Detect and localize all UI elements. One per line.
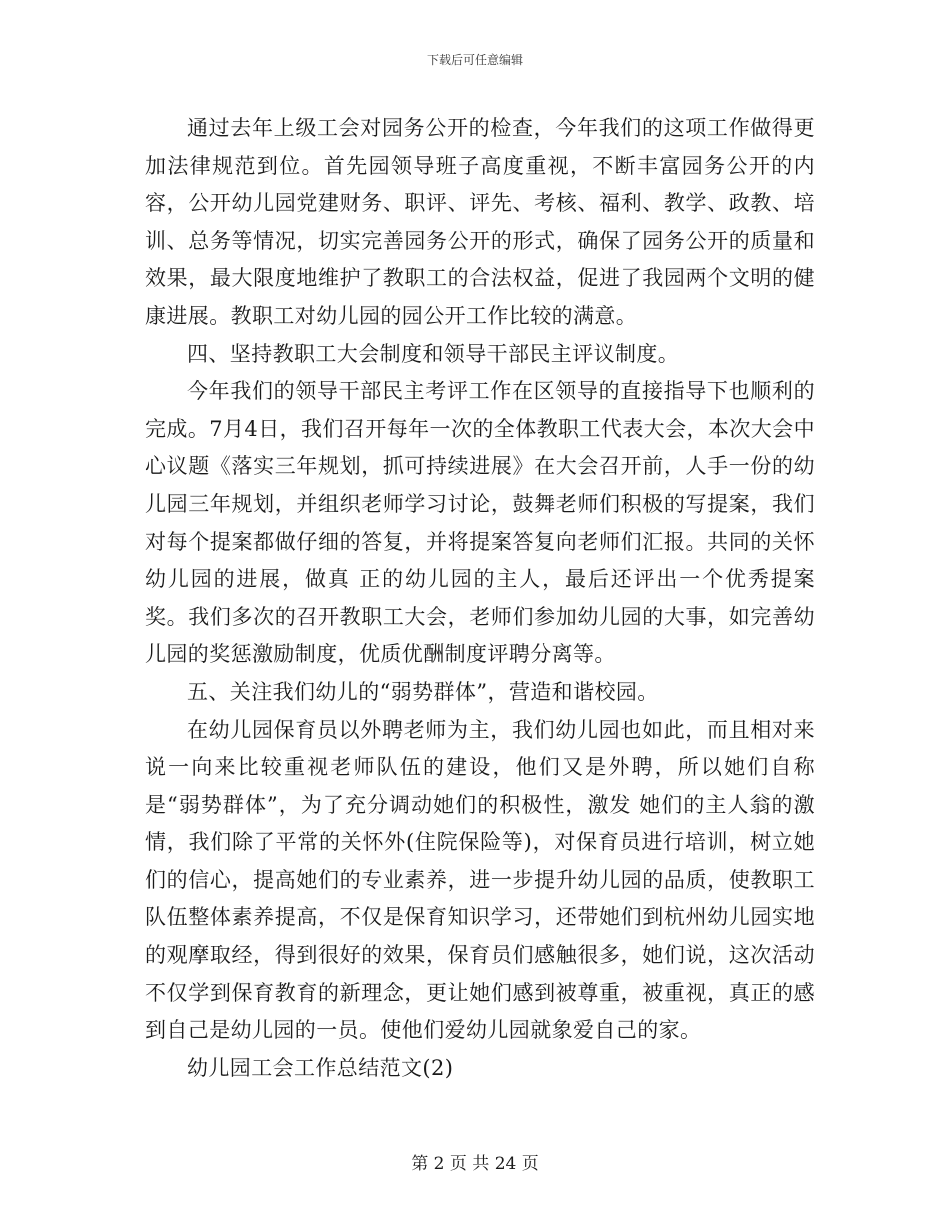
next-article-title: 幼儿园工会工作总结范文(2) (187, 1055, 454, 1080)
paragraph-staff-congress: 今年我们的领导干部民主考评工作在区领导的直接指导下也顺利的完成。7月4日，我们召开每年一次的全体教职工代表大会，本次大会中心议题《落实三年规划，抓可持续进展》在大会召开前，人手一份的幼儿园三年规划，并组织老师学习讨论，鼓舞老师们积极的写提案，我们对每个提案都做仔细的答复，并将提案答复向老师们汇报。共同的关怀幼儿园的进展，做真 正的幼儿园的主人，最后还评出一个优秀提案奖。我们多次的召开教职工大会，老师们参加幼儿园的大事，如完善幼儿园的奖惩激励制度，优质优酬制度评聘分离等。 (145, 379, 815, 667)
section-heading-five: 五、关注我们幼儿的“弱势群体”，营造和谐校园。 (187, 679, 659, 704)
paragraph-open-affairs: 通过去年上级工会对园务公开的检查，今年我们的这项工作做得更加法律规范到位。首先园领导班子高度重视，不断丰富园务公开的内容，公开幼儿园党建财务、职评、评先、考核、福利、教学、政教、培训、总务等情况，切实完善园务公开的形式，确保了园务公开的质量和效果，最大限度地维护了教职工的合法权益，促进了我园两个文明的健康进展。教职工对幼儿园的园公开工作比较的满意。 (145, 116, 815, 328)
page-number-footer: 第 2 页 共 24 页 (411, 1154, 539, 1174)
download-editable-note: 下载后可任意编辑 (426, 53, 523, 67)
section-heading-four: 四、坚持教职工大会制度和领导干部民主评议制度。 (187, 341, 680, 366)
document-body (145, 110, 815, 1087)
paragraph-care-workers: 在幼儿园保育员以外聘老师为主，我们幼儿园也如此，而且相对来说一向来比较重视老师队伍的建设，他们又是外聘，所以她们自称是“弱势群体”，为了充分调动她们的积极性，激发 她们的主人翁的激情，我们除了平常的关怀外(住院保险等)，对保育员进行培训，树立她们的信心，提高她们的专业素养，进一步提升幼儿园的品质，使教职工队伍整体素养提高，不仅是保育知识学习，还带她们到杭州幼儿园实地的观摩取经，得到很好的效果，保育员们感触很多，她们说，这次活动不仅学到保育教育的新理念，更让她们感到被尊重，被重视，真正的感到自己是幼儿园的一员。使他们爱幼儿园就象爱自己的家。 (145, 717, 815, 1043)
